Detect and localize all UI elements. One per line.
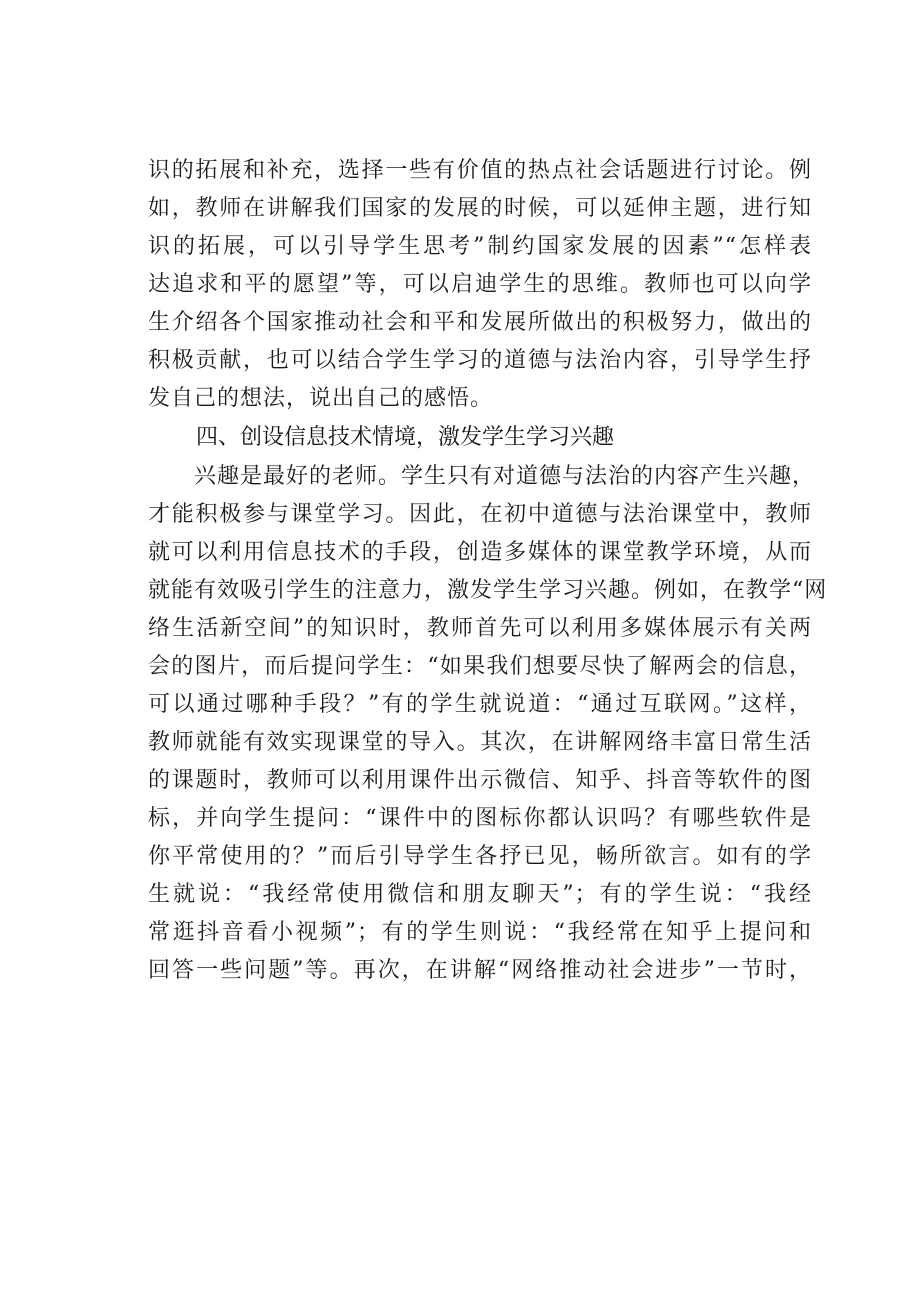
text-line: 识的拓展和补充，选择一些有价值的热点社会话题进行讨论。例: [148, 158, 812, 183]
text-line: 才能积极参与课堂学习。因此，在初中道德与法治课堂中，教师: [148, 502, 812, 527]
text-line: 兴趣是最好的老师。学生只有对道德与法治的内容产生兴趣，: [148, 464, 816, 489]
text-line: 达追求和平的愿望”等，可以启迪学生的思维。教师也可以向学: [148, 272, 812, 297]
text-line: 生介绍各个国家推动社会和平和发展所做出的积极努力，做出的: [148, 310, 812, 335]
section-heading: 四、创设信息技术情境，激发学生学习兴趣: [196, 425, 615, 450]
paragraph-2: [148, 458, 828, 990]
text-line: 就可以利用信息技术的手段，创造多媒体的课堂教学环境，从而: [148, 540, 812, 565]
text-line: 会的图片，而后提问学生：“如果我们想要尽快了解两会的信息，: [148, 654, 812, 679]
text-line: 教师就能有效实现课堂的导入。其次，在讲解网络丰富日常生活: [148, 730, 812, 755]
text-line: 发自己的想法，说出自己的感悟。: [148, 386, 494, 411]
text-line: 就能有效吸引学生的注意力，激发学生学习兴趣。例如，在教学“网: [148, 578, 828, 603]
text-line: 如，教师在讲解我们国家的发展的时候，可以延伸主题，进行知: [148, 196, 812, 221]
text-line: 生就说：“我经常使用微信和朋友聊天”；有的学生说：“我经: [148, 882, 812, 907]
text-line: 的课题时，教师可以利用课件出示微信、知乎、抖音等软件的图: [148, 768, 812, 793]
text-line: 你平常使用的？”而后引导学生各抒已见，畅所欲言。如有的学: [148, 844, 812, 869]
text-line: 积极贡献，也可以结合学生学习的道德与法治内容，引导学生抒: [148, 348, 812, 373]
text-line: 标，并向学生提问：“课件中的图标你都认识吗？有哪些软件是: [148, 806, 812, 831]
paragraph-1: [148, 152, 812, 418]
text-line: 常逛抖音看小视频”；有的学生则说：“我经常在知乎上提问和: [148, 920, 812, 945]
text-line: 可以通过哪种手段？”有的学生就说道：“通过互联网。”这样，: [148, 692, 812, 717]
text-line: 回答一些问题”等。再次，在讲解“网络推动社会进步”一节时，: [148, 958, 812, 983]
text-line: 络生活新空间”的知识时，教师首先可以利用多媒体展示有关两: [148, 616, 812, 641]
document-page: [148, 152, 828, 990]
text-line: 识的拓展，可以引导学生思考”制约国家发展的因素”“怎样表: [148, 234, 812, 259]
